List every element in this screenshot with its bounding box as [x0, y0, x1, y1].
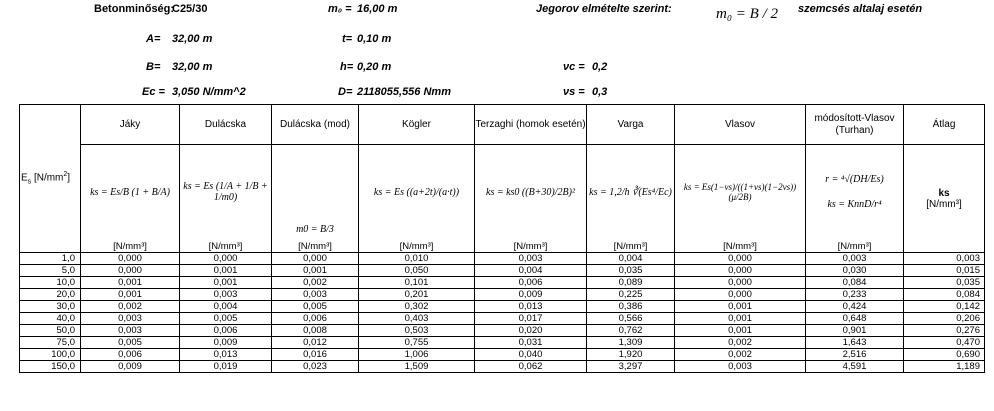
ks-value-cell: 0,010 [359, 253, 475, 265]
ks-value-cell: 0,005 [81, 337, 180, 349]
col-header-kogler: Kögler [359, 105, 475, 145]
ks-value-cell: 0,003 [81, 325, 180, 337]
unit-vlasov: [N/mm³] [675, 239, 806, 253]
ks-value-cell: 0,002 [272, 277, 359, 289]
ks-unit: [N/mm³] [926, 198, 962, 210]
beton-label: Betonminőség: [94, 3, 175, 15]
ks-value-cell: 0,019 [180, 361, 272, 373]
ks-value-cell: 0,002 [675, 349, 806, 361]
ks-value-cell: 0,013 [180, 349, 272, 361]
col-header-jaky: Jáky [81, 105, 180, 145]
ks-value-cell: 0,503 [359, 325, 475, 337]
ks-value-cell: 0,003 [180, 289, 272, 301]
ks-value-cell: 0,009 [180, 337, 272, 349]
table-row [20, 349, 985, 361]
ks-value-cell: 0,225 [587, 289, 675, 301]
vs-value: 0,3 [592, 86, 608, 98]
ks-value-cell: 0,003 [806, 253, 904, 265]
unit-turhan: [N/mm³] [806, 239, 904, 253]
formula-jaky: ks = Es/B (1 + B/A) [81, 145, 180, 240]
ks-value-cell: 0,001 [81, 289, 180, 301]
table-row [20, 253, 985, 265]
table-row [20, 277, 985, 289]
table-row [20, 361, 985, 373]
ks-value-cell: 0,648 [806, 313, 904, 325]
ks-value-cell: 0,003 [904, 253, 985, 265]
ks-value-cell: 3,297 [587, 361, 675, 373]
ks-value-cell: 0,302 [359, 301, 475, 313]
ks-value-cell: 0,000 [81, 253, 180, 265]
ks-value-cell: 0,762 [587, 325, 675, 337]
ks-value-cell: 0,023 [272, 361, 359, 373]
formula-terzaghi: ks = ks0 ((B+30)/2B)² [475, 145, 587, 240]
ks-value-cell: 0,000 [272, 253, 359, 265]
formula-dulacska-mod: m0 = B/3 [272, 145, 359, 240]
ks-value-cell: 0,470 [904, 337, 985, 349]
ks-value-cell: 0,001 [675, 325, 806, 337]
ks-value-cell: 0,016 [272, 349, 359, 361]
ks-value-cell: 0,004 [475, 265, 587, 277]
ks-table [19, 104, 985, 373]
ks-value-cell: 0,002 [81, 301, 180, 313]
t-value: 0,10 m [357, 33, 392, 45]
ks-value-cell: 0,000 [675, 277, 806, 289]
es-value-cell: 5,0 [20, 265, 81, 277]
es-value-cell: 20,0 [20, 289, 81, 301]
ks-value-cell: 0,004 [587, 253, 675, 265]
col-header-vlasov: Vlasov [675, 105, 806, 145]
h-label: h= [340, 61, 354, 73]
szemcses-label: szemcsés altalaj esetén [798, 3, 923, 15]
ks-value-cell: 0,001 [180, 265, 272, 277]
ks-value-cell: 0,003 [272, 289, 359, 301]
ks-value-cell: 0,084 [904, 289, 985, 301]
ks-value-cell: 0,084 [806, 277, 904, 289]
table-row [20, 289, 985, 301]
ks-value-cell: 0,003 [81, 313, 180, 325]
ks-value-cell: 0,142 [904, 301, 985, 313]
ks-value-cell: 0,566 [587, 313, 675, 325]
ks-value-cell: 1,920 [587, 349, 675, 361]
A-value: 32,00 m [172, 33, 213, 45]
ks-value-cell: 0,006 [81, 349, 180, 361]
ks-value-cell: 0,020 [475, 325, 587, 337]
ks-value-cell: 0,001 [180, 277, 272, 289]
ks-value-cell: 0,000 [81, 265, 180, 277]
ks-value-cell: 0,005 [272, 301, 359, 313]
ks-value-cell: 0,003 [675, 361, 806, 373]
ks-value-cell: 0,017 [475, 313, 587, 325]
formula-kogler: ks = Es ((a+2t)/(a·t)) [359, 145, 475, 240]
unit-dulacska: [N/mm³] [180, 239, 272, 253]
m0-value: 16,00 m [357, 3, 398, 15]
ks-value-cell: 0,006 [475, 277, 587, 289]
ks-value-cell: 0,000 [180, 253, 272, 265]
ks-value-cell: 2,516 [806, 349, 904, 361]
ks-value-cell: 0,006 [272, 313, 359, 325]
ks-value-cell: 0,233 [806, 289, 904, 301]
A-label: A= [146, 33, 161, 45]
formula-turhan-r: r = ⁴√(DH/Es) [825, 174, 884, 185]
col-header-varga: Varga [587, 105, 675, 145]
col-header-dulacska-mod: Dulácska (mod) [272, 105, 359, 145]
ks-value-cell: 0,101 [359, 277, 475, 289]
ks-value-cell: 0,001 [675, 313, 806, 325]
unit-terzaghi: [N/mm³] [475, 239, 587, 253]
es-value-cell: 10,0 [20, 277, 81, 289]
ks-value-cell: 0,009 [81, 361, 180, 373]
ks-value-cell: 0,901 [806, 325, 904, 337]
Ec-label: Ec = [142, 86, 165, 98]
table-row [20, 337, 985, 349]
ks-value-cell: 0,062 [475, 361, 587, 373]
B-label: B= [146, 61, 161, 73]
ks-value-cell: 0,050 [359, 265, 475, 277]
formula-vlasov: ks = Es(1−νs)/((1+νs)(1−2νs)) (μ/2B) [675, 145, 806, 240]
unit-dulacska-mod: [N/mm³] [272, 239, 359, 253]
unit-kogler: [N/mm³] [359, 239, 475, 253]
table-row [20, 325, 985, 337]
vc-value: 0,2 [592, 61, 608, 73]
ks-value-cell: 0,001 [272, 265, 359, 277]
ks-value-cell: 0,000 [675, 265, 806, 277]
ks-value-cell: 1,509 [359, 361, 475, 373]
es-value-cell: 150,0 [20, 361, 81, 373]
ks-value-cell: 0,000 [675, 289, 806, 301]
ks-value-cell: 0,040 [475, 349, 587, 361]
table-row [20, 265, 985, 277]
formula-dulacska: ks = Es (1/A + 1/B + 1/m0) [180, 145, 272, 240]
beton-value: C25/30 [172, 3, 208, 15]
ks-value-cell: 1,006 [359, 349, 475, 361]
ks-value-cell: 0,005 [180, 313, 272, 325]
col-header-turhan: módosított-Vlasov (Turhan) [806, 105, 904, 145]
col-header-atlag: Átlag [904, 105, 985, 145]
es-value-cell: 40,0 [20, 313, 81, 325]
vs-label: νs = [563, 86, 585, 98]
ks-value-cell: 1,643 [806, 337, 904, 349]
B-value: 32,00 m [172, 61, 213, 73]
es-value-cell: 1,0 [20, 253, 81, 265]
ks-value-cell: 0,403 [359, 313, 475, 325]
ks-value-cell: 0,030 [806, 265, 904, 277]
table-row [20, 301, 985, 313]
es-value-cell: 100,0 [20, 349, 81, 361]
ks-value-cell: 0,035 [904, 277, 985, 289]
ks-value-cell: 0,001 [81, 277, 180, 289]
es-value-cell: 30,0 [20, 301, 81, 313]
ks-value-cell: 0,035 [587, 265, 675, 277]
unit-jaky: [N/mm³] [81, 239, 180, 253]
vc-label: νc = [563, 61, 585, 73]
ks-value-cell: 0,424 [806, 301, 904, 313]
ks-value-cell: 0,000 [675, 253, 806, 265]
ks-value-cell: 0,008 [272, 325, 359, 337]
col-header-terzaghi: Terzaghi (homok esetén) [475, 105, 587, 145]
formula-varga: ks = 1,2/h ∛(Es⁴/Ec) [587, 145, 675, 240]
ks-value-cell: 0,009 [475, 289, 587, 301]
es-header: $E_s$ $[N/mm^2]$ [20, 105, 81, 253]
ks-value-cell: 0,013 [475, 301, 587, 313]
formula-turhan-ks: ks = KnnD/r⁴ [827, 199, 882, 210]
ks-value-cell: 0,690 [904, 349, 985, 361]
D-value: 2118055,556 Nmm [357, 86, 451, 98]
ks-value-cell: 0,012 [272, 337, 359, 349]
ks-value-cell: 0,089 [587, 277, 675, 289]
es-value-cell: 75,0 [20, 337, 81, 349]
h-value: 0,20 m [357, 61, 392, 73]
es-value-cell: 50,0 [20, 325, 81, 337]
formula-turhan [806, 145, 904, 240]
col-header-dulacska: Dulácska [180, 105, 272, 145]
table-row [20, 313, 985, 325]
ks-value-cell: 0,386 [587, 301, 675, 313]
m0-label: m₀ = [328, 3, 352, 15]
ks-value-cell: 0,006 [180, 325, 272, 337]
ks-value-cell: 0,001 [675, 301, 806, 313]
ks-value-cell: 0,015 [904, 265, 985, 277]
ks-value-cell: 4,591 [806, 361, 904, 373]
jegorov-label: Jegorov elmételte szerint: [536, 3, 672, 15]
ks-value-cell: 0,201 [359, 289, 475, 301]
ks-label: ks [938, 187, 950, 199]
ks-value-cell: 0,002 [675, 337, 806, 349]
ks-value-cell: 0,276 [904, 325, 985, 337]
m0-formula: m₀ = B / 2 [716, 6, 778, 22]
ks-value-cell: 0,003 [475, 253, 587, 265]
t-label: t= [342, 33, 353, 45]
ks-value-cell: 1,309 [587, 337, 675, 349]
ks-value-cell: 0,755 [359, 337, 475, 349]
unit-varga: [N/mm³] [587, 239, 675, 253]
ks-value-cell: 0,031 [475, 337, 587, 349]
D-label: D= [338, 86, 353, 98]
ks-value-cell: 0,004 [180, 301, 272, 313]
atlag-ks-cell [904, 145, 985, 253]
Ec-value: 3,050 N/mm^2 [172, 86, 246, 98]
ks-value-cell: 1,189 [904, 361, 985, 373]
ks-value-cell: 0,206 [904, 313, 985, 325]
